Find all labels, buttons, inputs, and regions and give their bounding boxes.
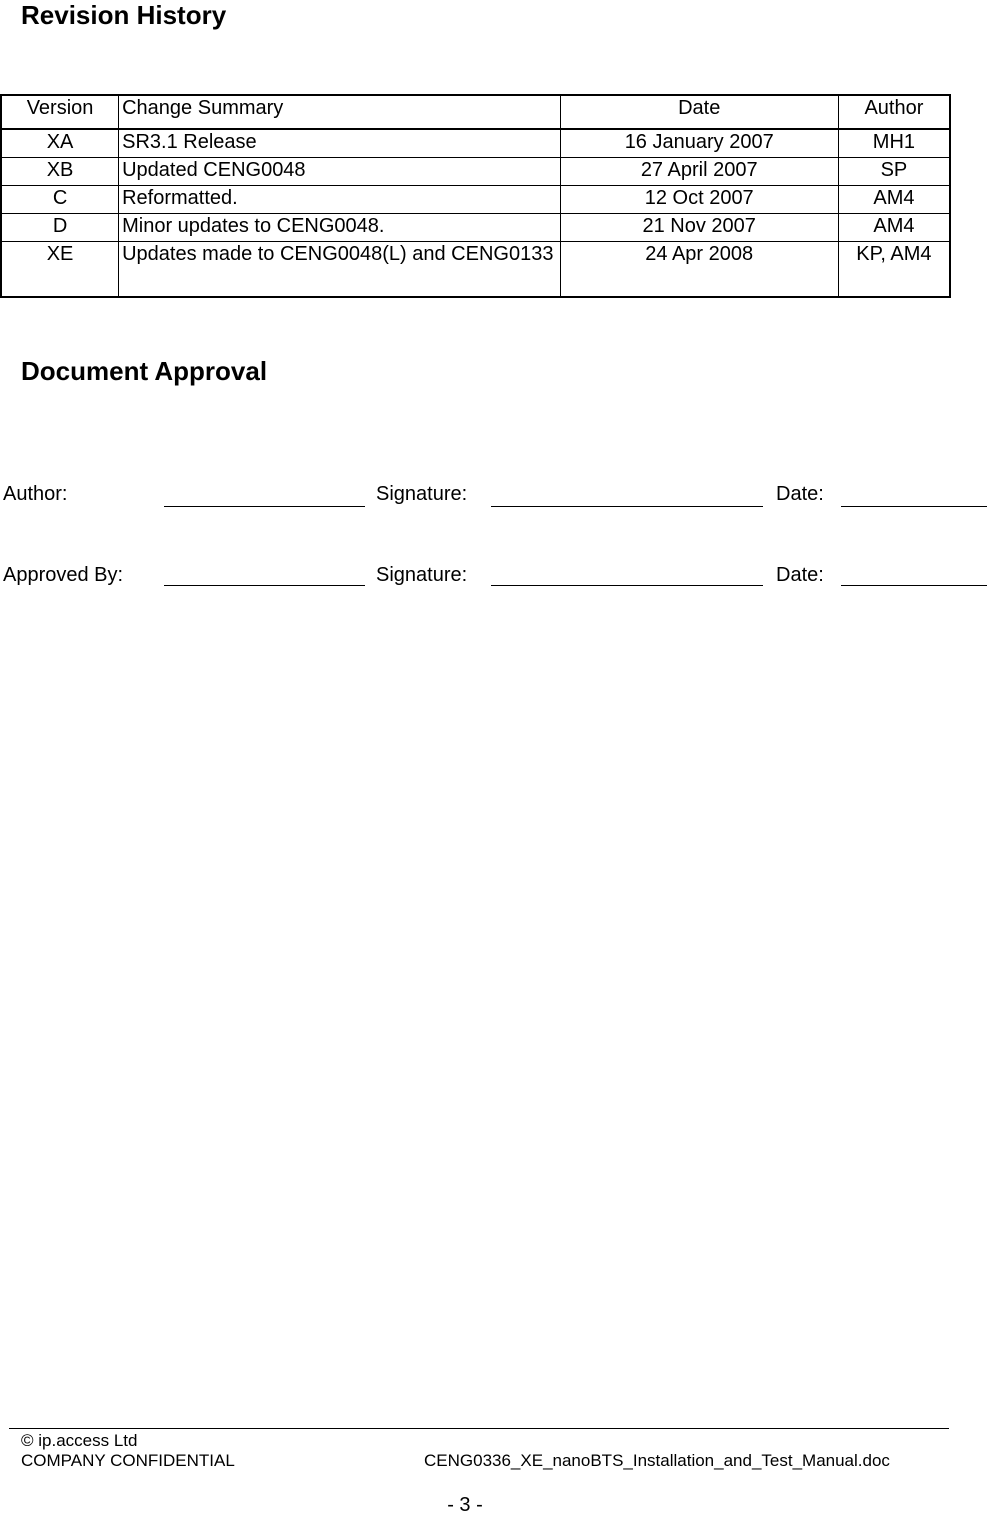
table-row — [1, 186, 950, 214]
approver-name-line[interactable] — [164, 585, 365, 586]
revision-history-heading: Revision History — [21, 0, 227, 30]
cell-author: KP, AM4 — [838, 242, 950, 298]
revision-history-table — [0, 94, 951, 298]
table-row — [1, 158, 950, 186]
approver-signature-line[interactable] — [491, 585, 763, 586]
footer-confidential: COMPANY CONFIDENTIAL — [21, 1451, 235, 1470]
footer-divider — [9, 1428, 949, 1429]
cell-author: SP — [838, 158, 950, 186]
page-number: - 3 - — [447, 1494, 483, 1516]
cell-summary: Reformatted. — [119, 186, 560, 214]
column-header-version: Version — [1, 95, 119, 129]
column-header-author: Author — [838, 95, 950, 129]
column-header-date: Date — [560, 95, 838, 129]
cell-summary: SR3.1 Release — [119, 129, 560, 158]
author-date-label: Date: — [776, 483, 824, 505]
cell-author: MH1 — [838, 129, 950, 158]
cell-version: D — [1, 214, 119, 242]
cell-version: XA — [1, 129, 119, 158]
column-header-change-summary: Change Summary — [119, 95, 560, 129]
author-name-line[interactable] — [164, 506, 365, 507]
footer-copyright: © ip.access Ltd — [21, 1431, 138, 1450]
approver-date-line[interactable] — [841, 585, 987, 586]
cell-date: 24 Apr 2008 — [560, 242, 838, 298]
cell-version: XE — [1, 242, 119, 298]
cell-date: 27 April 2007 — [560, 158, 838, 186]
cell-summary: Minor updates to CENG0048. — [119, 214, 560, 242]
author-signature-line[interactable] — [491, 506, 763, 507]
cell-author: AM4 — [838, 186, 950, 214]
author-date-line[interactable] — [841, 506, 987, 507]
author-signature-label: Signature: — [376, 483, 468, 505]
cell-summary: Updated CENG0048 — [119, 158, 560, 186]
document-approval-heading: Document Approval — [21, 356, 268, 386]
approver-signature-label: Signature: — [376, 564, 468, 586]
table-row — [1, 129, 950, 158]
approver-date-label: Date: — [776, 564, 824, 586]
footer-filename: CENG0336_XE_nanoBTS_Installation_and_Test_Manual.doc — [424, 1451, 890, 1470]
table-row — [1, 214, 950, 242]
table-row — [1, 242, 950, 298]
cell-date: 16 January 2007 — [560, 129, 838, 158]
cell-version: C — [1, 186, 119, 214]
cell-date: 12 Oct 2007 — [560, 186, 838, 214]
cell-summary: Updates made to CENG0048(L) and CENG0133 — [119, 242, 560, 298]
approved-by-label: Approved By: — [3, 564, 124, 586]
table-header-row — [1, 95, 950, 129]
cell-date: 21 Nov 2007 — [560, 214, 838, 242]
cell-author: AM4 — [838, 214, 950, 242]
cell-version: XB — [1, 158, 119, 186]
author-label: Author: — [3, 483, 68, 505]
